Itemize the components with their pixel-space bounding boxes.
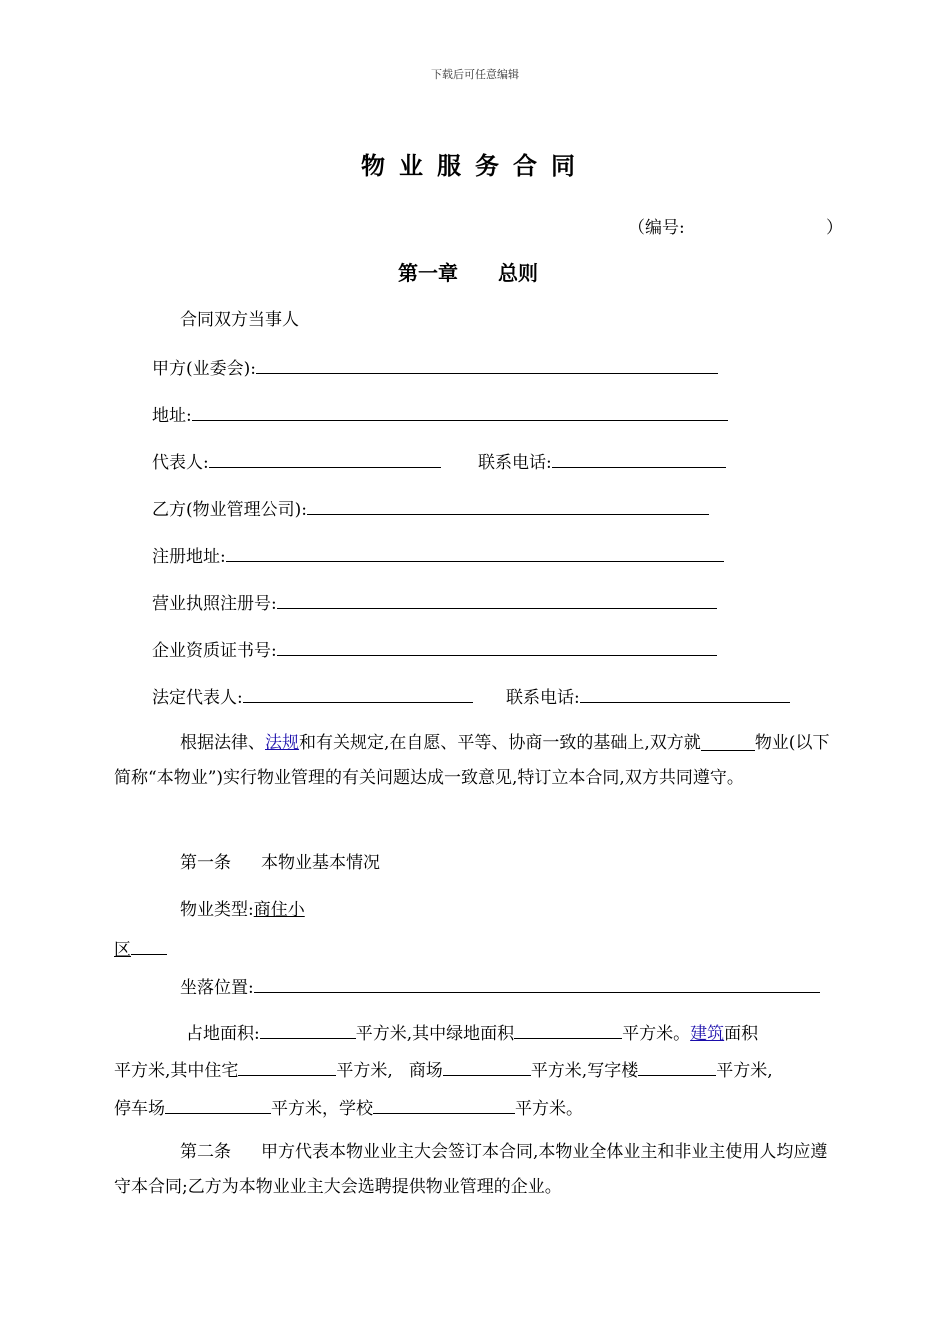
area-text: 商场 xyxy=(408,1061,443,1081)
field-label: 物业类型: xyxy=(180,900,254,920)
fill-line xyxy=(373,1097,515,1114)
fill-line xyxy=(243,686,473,703)
field-license-no xyxy=(152,592,717,614)
field-reg-address xyxy=(152,545,724,567)
chapter-heading xyxy=(398,257,538,286)
field-party-b xyxy=(152,498,709,520)
fill-line xyxy=(131,938,167,955)
fill-line xyxy=(209,451,441,468)
field-label: 法定代表人: xyxy=(152,688,243,708)
field-representative xyxy=(152,451,441,473)
field-label: 联系电话: xyxy=(478,453,552,473)
chapter-number: 第一章 xyxy=(398,261,458,285)
property-type-value: 区 xyxy=(114,940,131,960)
area-text: 平方米。 xyxy=(622,1024,691,1044)
fill-line xyxy=(238,1059,336,1076)
chapter-name: 总则 xyxy=(498,261,538,285)
field-label: 联系电话: xyxy=(506,688,580,708)
area-text: 平方米,其中绿地面积 xyxy=(355,1024,515,1044)
building-link[interactable]: 建筑 xyxy=(690,1024,725,1044)
article-1-heading xyxy=(180,853,380,873)
area-text: 平方米,写字楼 xyxy=(530,1061,639,1081)
area-text: 面积 xyxy=(724,1024,759,1044)
field-party-a xyxy=(152,357,718,379)
field-location xyxy=(180,976,820,998)
fill-line xyxy=(277,639,717,656)
area-line-1 xyxy=(186,1022,758,1044)
article-label: 第二条 xyxy=(180,1142,231,1162)
area-text: 平方米。 xyxy=(515,1099,583,1119)
fill-line xyxy=(552,451,726,468)
field-qualification-no xyxy=(152,639,717,661)
field-legal-rep xyxy=(152,686,473,708)
property-type-cont xyxy=(114,938,167,960)
article-2-paragraph xyxy=(114,1135,834,1205)
area-text: 平方米, xyxy=(716,1061,773,1081)
fill-line xyxy=(192,404,728,421)
fill-line xyxy=(260,1022,356,1039)
fill-line xyxy=(514,1022,622,1039)
article-title: 本物业基本情况 xyxy=(261,853,380,873)
area-line-2 xyxy=(114,1059,773,1081)
area-text: 停车场 xyxy=(114,1099,165,1119)
article-label: 第一条 xyxy=(180,853,231,873)
field-phone-b xyxy=(506,686,790,708)
preamble-paragraph xyxy=(114,726,834,796)
contract-number-close: ） xyxy=(826,218,843,238)
area-text: 占地面积: xyxy=(186,1024,260,1044)
area-text: 平方米,其中住宅 xyxy=(114,1061,239,1081)
area-text: 平方米, xyxy=(336,1061,393,1081)
regulations-link[interactable]: 法规 xyxy=(265,733,299,753)
field-label: 代表人: xyxy=(152,453,209,473)
preamble-text: 物业(以下简称“本物业”)实行物业管理的有关问题达成一致意见,特订立本合同,双方共同遵守。 xyxy=(114,733,830,788)
article-text: 甲方代表本物业业主大会签订本合同,本物业全体业主和非业主使用人均应遵守本合同;乙方为本物业业主大会选聘提供物业管理的企业。 xyxy=(114,1142,828,1197)
document-title: 物业服务合同 xyxy=(361,151,589,180)
field-label: 企业资质证书号: xyxy=(152,641,277,661)
fill-line xyxy=(701,732,755,751)
field-label: 甲方(业委会): xyxy=(152,359,256,379)
area-text: 平方米，学校 xyxy=(271,1099,373,1119)
fill-line xyxy=(165,1097,271,1114)
area-line-3 xyxy=(114,1097,583,1119)
fill-line xyxy=(226,545,724,562)
fill-line xyxy=(443,1059,531,1076)
fill-line xyxy=(256,357,718,374)
contract-number-label: （编号: xyxy=(628,218,685,238)
property-type xyxy=(180,900,305,920)
parties-heading: 合同双方当事人 xyxy=(180,310,299,330)
field-address xyxy=(152,404,728,426)
field-label: 坐落位置: xyxy=(180,978,254,998)
fill-line xyxy=(307,498,709,515)
fill-line xyxy=(580,686,790,703)
fill-line xyxy=(638,1059,716,1076)
header-note: 下载后可任意编辑 xyxy=(431,68,519,81)
fill-line xyxy=(277,592,717,609)
field-label: 地址: xyxy=(152,406,192,426)
fill-line xyxy=(254,976,820,993)
field-label: 注册地址: xyxy=(152,547,226,567)
field-label: 营业执照注册号: xyxy=(152,594,277,614)
field-label: 乙方(物业管理公司): xyxy=(152,500,307,520)
property-type-value: 商住小 xyxy=(253,900,305,920)
field-phone-a xyxy=(478,451,726,473)
preamble-text: 根据法律、 xyxy=(180,733,265,753)
preamble-text: 和有关规定,在自愿、平等、协商一致的基础上,双方就 xyxy=(299,733,701,753)
